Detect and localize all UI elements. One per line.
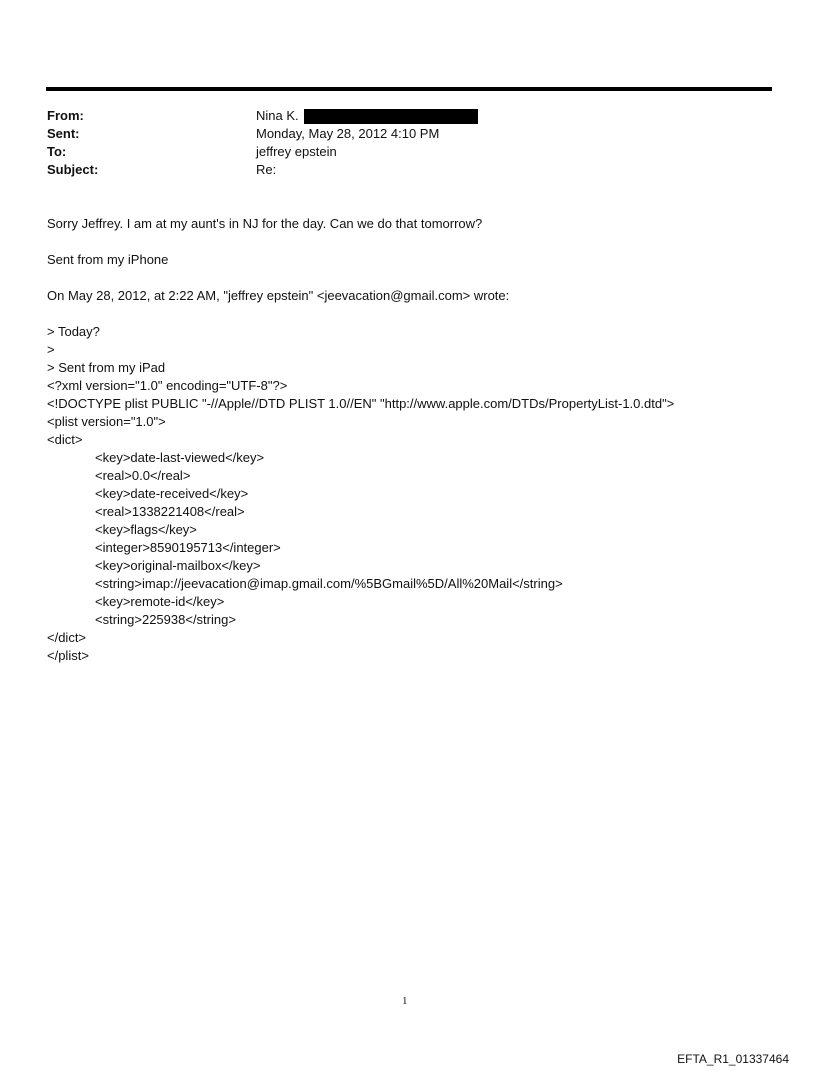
xml-line: <?xml version="1.0" encoding="UTF-8"?>	[47, 378, 288, 393]
from-value: Nina K.	[256, 108, 299, 123]
quoted-line: >	[47, 342, 55, 357]
from-label: From:	[47, 108, 84, 123]
to-row	[47, 143, 747, 161]
sent-label: Sent:	[47, 126, 80, 141]
signature-line: Sent from my iPhone	[47, 252, 169, 267]
header-rule	[46, 87, 772, 91]
xml-line: <plist version="1.0">	[47, 414, 166, 429]
xml-line: <key>date-last-viewed</key>	[95, 450, 265, 465]
page-number: 1	[402, 995, 408, 1007]
xml-line: <!DOCTYPE plist PUBLIC "-//Apple//DTD PLIST 1.0//EN" "http://www.apple.com/DTDs/PropertyList-1.0.dtd">	[47, 396, 675, 411]
email-body	[47, 215, 767, 665]
xml-line: <key>original-mailbox</key>	[95, 558, 261, 573]
subject-value: Re:	[256, 162, 277, 177]
xml-line: <string>imap://jeevacation@imap.gmail.com/%5BGmail%5D/All%20Mail</string>	[95, 576, 563, 591]
xml-line: </dict>	[47, 630, 87, 645]
xml-line: <key>remote-id</key>	[95, 594, 225, 609]
quoted-line: > Today?	[47, 324, 100, 339]
email-header	[47, 107, 747, 179]
xml-line: <dict>	[47, 432, 83, 447]
message-line: Sorry Jeffrey. I am at my aunt's in NJ for the day. Can we do that tomorrow?	[47, 216, 483, 231]
redaction-block	[304, 109, 478, 124]
xml-line: <key>flags</key>	[95, 522, 197, 537]
quoted-line: > Sent from my iPad	[47, 360, 166, 375]
quote-intro: On May 28, 2012, at 2:22 AM, "jeffrey epstein" <jeevacation@gmail.com> wrote:	[47, 288, 510, 303]
from-value-wrap	[256, 107, 478, 125]
xml-line: <real>1338221408</real>	[95, 504, 245, 519]
document-id: EFTA_R1_01337464	[677, 1052, 789, 1066]
to-value: jeffrey epstein	[256, 144, 337, 159]
xml-line: <key>date-received</key>	[95, 486, 249, 501]
xml-line: <real>0.0</real>	[95, 468, 191, 483]
sent-value: Monday, May 28, 2012 4:10 PM	[256, 126, 440, 141]
to-label: To:	[47, 144, 67, 159]
subject-label: Subject:	[47, 162, 99, 177]
xml-line: <string>225938</string>	[95, 612, 236, 627]
xml-line: <integer>8590195713</integer>	[95, 540, 281, 555]
xml-line: </plist>	[47, 648, 89, 663]
sent-row	[47, 125, 747, 143]
subject-row	[47, 161, 747, 179]
from-row	[47, 107, 747, 125]
